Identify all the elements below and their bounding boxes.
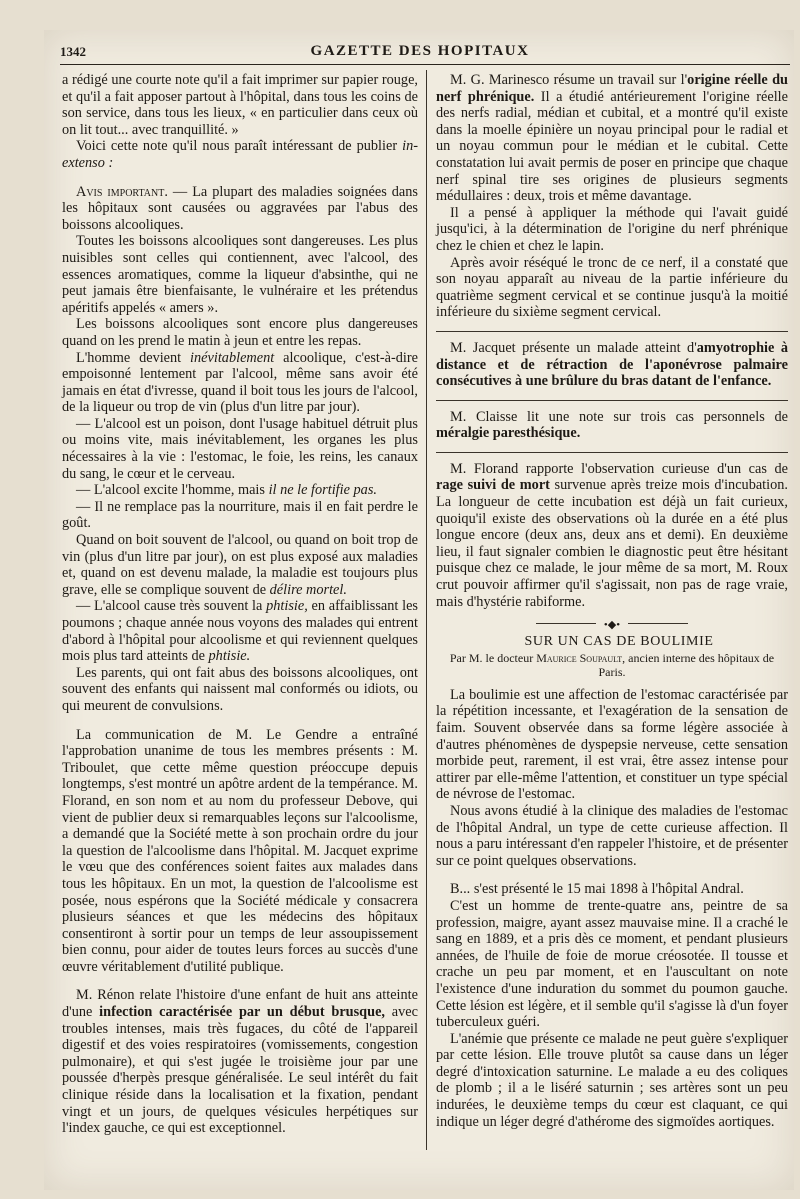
- paragraph: Quand on boit souvent de l'alcool, ou quand on boit trop de vin (plus d'un litre par jour), on est plus exposé aux maladies et, quand on est devenu malade, la maladie est toujours plus grave, elle se complique souvent de délire mortel.: [62, 532, 418, 598]
- paragraph: M. Rénon relate l'histoire d'une enfant de huit ans atteinte d'une infection caractérisée par un début brusque, avec troubles intenses, mais très fugaces, du côté de l'appareil digestif et des voies respiratoires (vomissements, congestion pulmonaire), et qui s'est jugée le troisième jour par une poussée d'herpès presque généralisée. Le seul intérêt du fait clinique réside dans la localisation et la fixation, pendant vingt et un jours, de quelques vésicules herpétiques sur l'index gauche, ce qui est exceptionnel.: [62, 987, 418, 1137]
- paragraph: Les boissons alcooliques sont encore plus dangereuses quand on les prend le matin à jeun et entre les repas.: [62, 316, 418, 349]
- section-rule: [436, 331, 788, 332]
- paragraph: Après avoir réséqué le tronc de ce nerf, il a constaté que son noyau apparaît au niveau de la partie inférieure du quatrième segment cervical et se continue jusqu'à la moitié inférieure du sixième segment cervical.: [436, 254, 788, 321]
- paragraph: — Il ne remplace pas la nourriture, mais il en fait perdre le goût.: [62, 498, 418, 532]
- paragraph: M. Jacquet présente un malade atteint d'amyotrophie à distance et de rétraction de l'aponévrose palmaire consécutives à une brûlure du bras datant de l'enfance.: [436, 339, 788, 390]
- notice-label: Avis important.: [76, 183, 168, 200]
- ornament-divider: •◆•: [436, 618, 788, 628]
- paragraph: Il a pensé à appliquer la méthode qui l'avait guidé jusqu'ici, à la détermination de l'origine du nerf phrénique chez le chien et chez le lapin.: [436, 204, 788, 254]
- notice-paragraph: Avis important. — La plupart des maladies soignées dans les hôpitaux sont causées ou aggravées par l'abus des boissons alcooliques.: [62, 183, 418, 233]
- paragraph: Nous avons étudié à la clinique des maladies de l'estomac de l'hôpital Andral, un type de cette curieuse affection. Il nous a paru intéressant d'en rappeler l'histoire, et de présenter sur ce point quelques observations.: [436, 802, 788, 869]
- page-number: 1342: [60, 44, 86, 59]
- paragraph: — L'alcool est un poison, dont l'usage habituel détruit plus ou moins vite, mais inévitablement, les organes les plus nécessaires à la vie : l'estomac, le foie, les reins, les canaux du sang, le cœur et le cerveau.: [62, 415, 418, 482]
- section-rule: [436, 400, 788, 401]
- paragraph: — L'alcool excite l'homme, mais il ne le fortifie pas.: [76, 482, 377, 499]
- paragraph: La communication de M. Le Gendre a entraîné l'approbation unanime de tous les membres présents : M. Triboulet, que cette même question préoccupe depuis longtemps, s'est montré un apôtre ardent de la tempérance. M. Florand, en son nom et au nom du professeur Debove, qui vient de publier deux si remarquables leçons sur l'alcoolisme, a demandé que la Société mette à son prochain ordre du jour la question de l'alcoolisme dans l'hôpital. M. Jacquet exprime le vœu que des conférences soient faites aux malades dans tous les hôpitaux. En un mot, la question de l'alcoolisme est posée, nous espérons que la Société médicale y consacrera plusieurs séances et que les médecins des hôpitaux consentiront à sortir pour un temps de leur assoupissement bien connu, pour aider de toutes leurs forces au succès d'une œuvre véritablement d'utilité publique.: [62, 726, 418, 975]
- paragraph: M. Claisse lit une note sur trois cas personnels de méralgie paresthésique.: [436, 408, 788, 442]
- byline: Par M. le docteur Maurice Soupault, ancien interne des hôpitaux de Paris.: [449, 650, 775, 679]
- header-rule: [60, 64, 790, 65]
- paragraph: M. Florand rapporte l'observation curieuse d'un cas de rage suivi de mort survenue après treize mois d'incubation. La longueur de cette incubation est déjà un fait curieux, quoiqu'il existe des observations où la durée en a été plus longue encore (deux ans, deux ans et demi). En deuxième lieu, il faut signaler combien le diagnostic peut être hésitant puisque chez ce malade, le jour même de sa mort, M. Roux crut pouvoir affirmer qu'il s'agissait, non pas de rage vraie, mais d'hystérie rabiforme.: [436, 460, 788, 610]
- article-title: SUR UN CAS DE BOULIMIE: [524, 634, 714, 650]
- paragraph: M. G. Marinesco résume un travail sur l'origine réelle du nerf phrénique. Il a étudié antérieurement l'origine réelle des nerfs radial, médian et cubital, et a montré qu'il existe dans la moelle épinière un noyau principal pour le radial et un noyau commun pour le médian et le cubital. Cette constatation lui avait permis de poser en principe que chaque nerf spinal tire ses origines de plusieurs segments médullaires : deux, trois et même davantage.: [436, 72, 789, 205]
- right-column: [436, 72, 788, 1172]
- paragraph: B... s'est présenté le 15 mai 1898 à l'hôpital Andral.: [450, 881, 744, 898]
- journal-title: GAZETTE DES HOPITAUX: [310, 43, 530, 59]
- paragraph: C'est un homme de trente-quatre ans, peintre de sa profession, maigre, ayant assez mauvaise mine. Il a craché le sang en 1889, et a pris dès ce moment, et pendant plusieurs années, de l'huile de foie de morue créosotée. Il tousse et crache un peu par moment, et en l'auscultant on note l'existence d'une induration du sommet du poumon gauche. Cette lésion est légère, et il semble qu'il s'agisse là d'un foyer tuberculeux guéri.: [436, 897, 788, 1031]
- paragraph: La boulimie est une affection de l'estomac caractérisée par la répétition incessante, et l'exagération de la sensation de faim. Souvent observée dans sa forme légère associée à d'autres phénomènes de dyspepsie nerveuse, cette sensation morbide peut, rarement, il est vrai, être assez intense pour attirer par elle-même l'attention, et constituer un type spécial de névrose de l'estomac.: [436, 686, 788, 803]
- paragraph: L'anémie que présente ce malade ne peut guère s'expliquer par cette lésion. Elle trouve plutôt sa cause dans un léger degré d'intoxication saturnine. Le malade a eu des coliques de plomb ; il a le liséré saturnin ; ses artères sont un peu indurées, le deuxième temps du cœur est claquant, ce qui indique un léger degré d'athérome des sigmoïdes aortiques.: [436, 1030, 788, 1130]
- paragraph: a rédigé une courte note qu'il a fait imprimer sur papier rouge, et qu'il a fait apposer partout à l'hôpital, dans tous les coins de son service, dans tous les lieux, « en particulier dans ceux où on lit tout... avec tranquillité. »: [62, 72, 418, 138]
- paragraph: Voici cette note qu'il nous paraît intéressant de publier in-extenso :: [62, 138, 418, 171]
- paragraph: Les parents, qui ont fait abus des boissons alcooliques, ont souvent des enfants qui naissent mal conformés ou idiots, ou qui meurent de convulsions.: [62, 664, 418, 714]
- page-header: [60, 40, 780, 64]
- paragraph: Toutes les boissons alcooliques sont dangereuses. Les plus nuisibles sont celles qui contiennent, avec l'alcool, des essences aromatiques, comme la liqueur d'absinthe, qui ne peut jamais être bienfaisante, le vulnéraire et les prétendus apéritifs appelés « amers ».: [62, 233, 418, 316]
- section-rule: [436, 452, 788, 453]
- column-divider: [426, 70, 427, 1150]
- left-column: [62, 72, 418, 1172]
- paragraph: L'homme devient inévitablement alcoolique, c'est-à-dire empoisonné lentement par l'alcool, même sans avoir été jamais en état d'ivresse, quand il boit tous les jours de l'alcool, de la liqueur ou trop de vin (plus d'un litre par jour).: [62, 349, 418, 416]
- paragraph: — L'alcool cause très souvent la phtisie, en affaiblissant les poumons ; chaque année nous voyons des malades qui entrent d'abord à l'hôpital pour alcoolisme et qui reviennent quelques mois plus tard atteints de phtisie.: [62, 598, 418, 665]
